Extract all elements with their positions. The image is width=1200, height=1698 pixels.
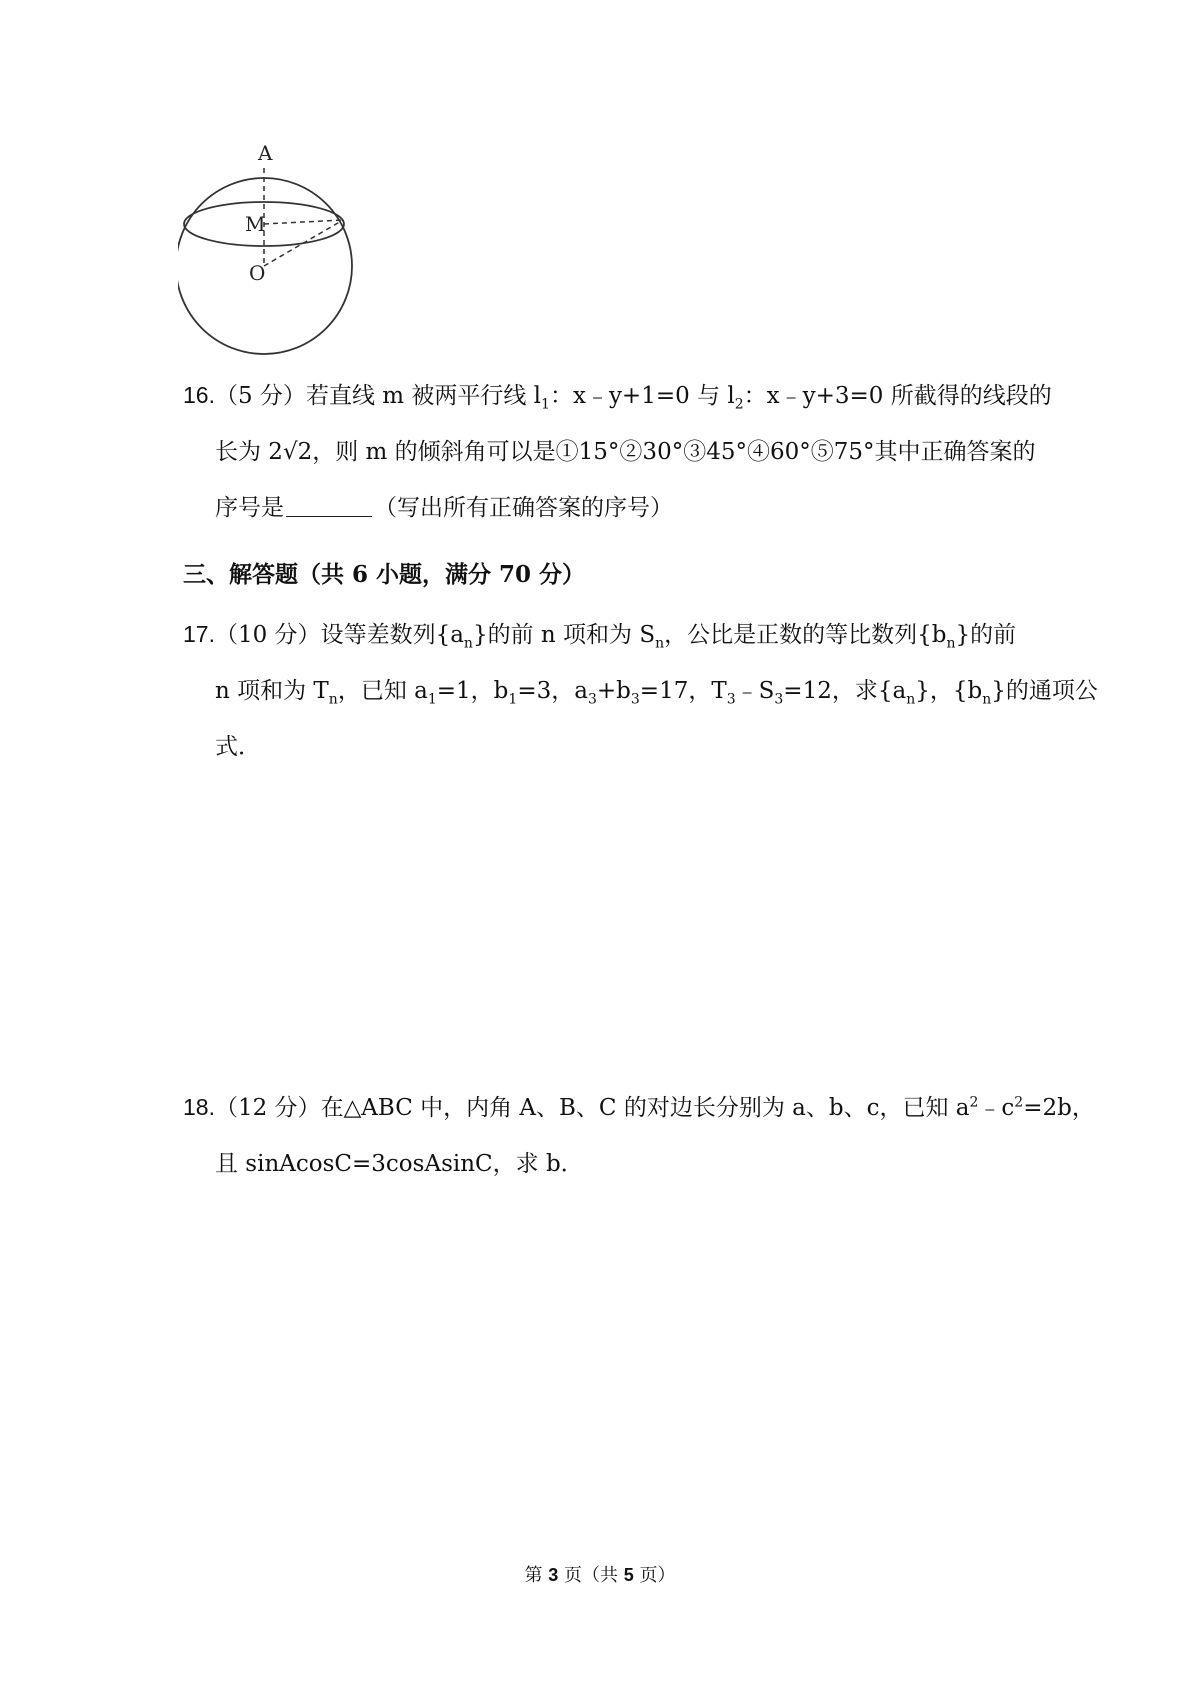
q18-line-2: 且 sinAcosC=3cosAsinC，求 b． [215, 1151, 584, 1177]
q18-line-1: 18.（12 分）在△ABC 中，内角 A、B、C 的对边长分别为 a、b、c，已知 $a^2﹣c^2=2b$， [183, 1094, 1095, 1121]
radius-o-dashed-line [264, 220, 343, 266]
q16-score: （5 分） [214, 383, 306, 409]
q17-score: （10 分） [214, 622, 321, 648]
q16-line-1: 16.（5 分）若直线 m 被两平行线 $l_1$：x﹣y+1=0 与 $l_2$：x﹣y+3=0 所截得的线段的 [183, 382, 1052, 413]
section-title: 三、解答题（共 6 小题，满分 70 分） [183, 561, 586, 588]
total-pages: 5 [623, 1565, 634, 1585]
question-16 [183, 367, 1052, 536]
q18-score: （12 分） [214, 1095, 321, 1121]
q17-line-1: 17.（10 分）设等差数列$\{a_n\}$的前 n 项和为 $S_n$，公比是正数的等比数列$\{b_n\}$的前 [183, 621, 1017, 652]
q16-number: 16. [183, 382, 215, 408]
sphere-figure [178, 140, 388, 370]
sphere-diagram [178, 140, 388, 370]
question-17 [183, 606, 1098, 775]
label-a: A [258, 141, 273, 165]
q17-line-3: 式． [215, 734, 261, 760]
answer-blank [286, 492, 372, 517]
label-o: O [249, 261, 266, 285]
q16-line-3: 序号是 （写出所有正确答案的序号） [183, 480, 1043, 536]
q16-line-2: 长为 2√2，则 m 的倾斜角可以是①15°②30°③45°④60°⑤75°其中正确答案的 [215, 439, 1036, 465]
q17-number: 17. [183, 621, 215, 647]
q18-number: 18. [183, 1094, 215, 1120]
q17-line-2: n 项和为 $T_n$，已知 $a_1=1$，$b_1=3$，$a_3+b_3=17$，$T_3﹣S_3=12$，求$\{a_n\}$，$\{b_n\}$的通项公 [215, 678, 1098, 708]
page-footer: 第 3 页（共 5 页） [524, 1565, 676, 1586]
question-18 [183, 1079, 1095, 1192]
radius-m-dashed-line [264, 220, 343, 224]
page-number: 3 [548, 1565, 559, 1585]
label-m: M [245, 212, 266, 236]
